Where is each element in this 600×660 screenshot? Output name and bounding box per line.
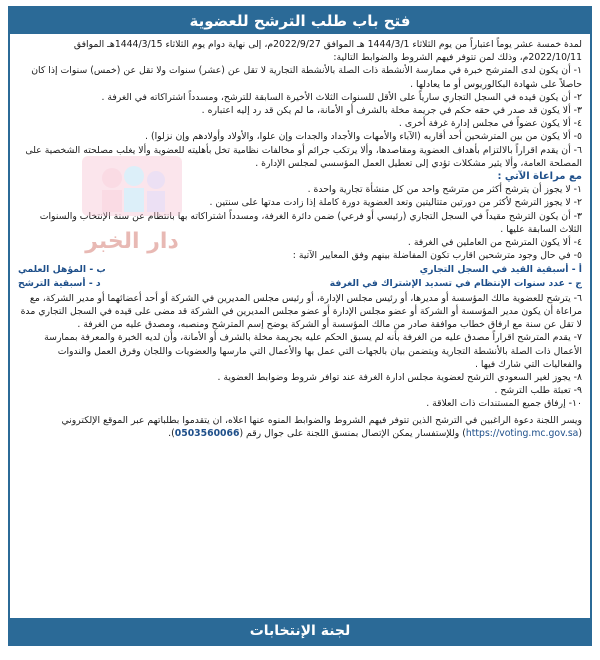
condition-1: ١- أن يكون لدى المترشح خبرة في ممارسة الأنشطة ذات الصلة بالأنشطة التجارية لا تقل عن (عشر) سنوات ولا تقل عن (خمس) سنوات إذا كان حاصلاً على شهادة البكالوريوس أو ما يعادلها . bbox=[31, 65, 582, 90]
criteria-item: د - أسبقية الترشح bbox=[18, 277, 101, 289]
watermark-text: دار الخبر bbox=[85, 229, 179, 254]
coordinator-phone: 0503560066 bbox=[174, 427, 240, 439]
criteria-item: أ - أسبقية القيد في السجل التجاري bbox=[419, 264, 582, 276]
closing-text-middle: ) وللإستفسار يمكن الإتصال بمنسق اللجنة على جوال رقم ( bbox=[239, 427, 466, 439]
closing-text-before: ويسر اللجنة دعوة الراغبين في الترشح الذين تتوفر فيهم الشروط والضوابط المنوه عنها اعلاه، ان يتقدموا بطلباتهم عبر الموقع الإلكتروني ( bbox=[61, 414, 582, 439]
voting-website-link[interactable]: https://voting.mc.gov.sa bbox=[465, 427, 579, 439]
document-page bbox=[8, 6, 592, 646]
note-8: ٨- يجوز لغير السعودي الترشح لعضوية مجلس ادارة الغرفة عند توافر شروط وضوابط العضوية . bbox=[217, 372, 582, 384]
document-title: فتح باب طلب الترشح للعضوية bbox=[10, 8, 590, 34]
condition-5: ٥- ألا يكون من بين المترشحين أحد أقاربه (الآباء والأمهات والأجداد والجدات وإن علوا، والأولاد وأولادهم وإن نزلوا) . bbox=[145, 131, 582, 143]
closing-text-after: ). bbox=[168, 427, 175, 439]
document-footer-signature: لجنة الإنتخابات bbox=[10, 618, 590, 644]
closing-paragraph bbox=[18, 414, 582, 440]
condition-6: ٦- أن يقدم اقراراً بالالتزام بأهداف العضوية ومقاصدها، وألا يرتكب جرائم أو مخالفات نظامية تخل بأهليته للعضوية وألا يغلب مصلحته الشخصية على المصلحة العامة، وألا يثير مشكلات تؤدي إلى تعطيل العمل المؤسسي لمجلس الإدارة . bbox=[25, 144, 582, 169]
criteria-item: ج - عدد سنوات الإنتظام في تسديد الإشتراك في الغرفة bbox=[329, 277, 582, 289]
note-5: ٥- في حال وجود مترشحين اقارب تكون المفاضلة بينهم وفق المعايير الآتية : bbox=[292, 250, 582, 262]
intro-paragraph: لمدة خمسة عشر يوماً اعتباراً من يوم الثلاثاء 1444/3/1 هـ الموافق 2022/9/27م، إلى نهاية دوام يوم الثلاثاء 1444/3/15هـ الموافق 2022/10/11م، وذلك لمن تتوفر فيهم الشروط والضوابط التالية: bbox=[73, 39, 582, 64]
note-6: ٦- يترشح للعضوية مالك المؤسسة أو مديرها، أو رئيس مجلس الإدارة، أو رئيس مجلس المديرين في الشركة أو أحد أعضائهما أو مدير الشركة، مع مراعاة أن يكون مدير المؤسسة أو الشركة أو عضو مجلس الإدارة أو عضو مجلس المديرين في الشركة قد مضى على قيده في السجل التجاري مدة لا تقل عن سنة مع ارفاق خطاب موافقة صادر من مالك المؤسسة أو الشركة يوضح إسم المترشح ومنصبه، ومصدق عليه من الغرفة . bbox=[20, 292, 582, 331]
document-body bbox=[10, 34, 590, 440]
condition-4: ٤- ألا يكون عضواً في مجلس إدارة غرفة أخرى . bbox=[398, 118, 582, 130]
note-2: ٢- لا يجوز الترشح لأكثر من دورتين متتاليتين وتعد العضوية دورة كاملة إذا زادت مدتها على سنتين . bbox=[209, 197, 582, 209]
condition-2: ٢- أن يكون قيده في السجل التجاري سارياً على الأقل للسنوات الثلاث الأخيرة السابقة للترشح، ومسدداً اشتراكاته في الغرفة . bbox=[101, 91, 582, 103]
note-4: ٤- ألا يكون المترشح من العاملين في الغرفة . bbox=[407, 237, 582, 249]
note-3: ٣- أن يكون الترشح مقيداً في السجل التجاري (رئيسي أو فرعي) ضمن دائرة الغرفة، ومسدداً اشتراكاته بها بانتظام عن سنة الإنتخاب والسنوات الثلاث السابقة عليها . bbox=[39, 210, 582, 235]
criteria-item: ب - المؤهل العلمي bbox=[18, 264, 106, 276]
criteria-list bbox=[18, 263, 582, 289]
note-10: ١٠- إرفاق جميع المستندات ذات العلاقة . bbox=[426, 398, 582, 410]
note-1: ١- لا يجوز أن يترشح أكثر من مترشح واحد من كل منشأة تجارية واحدة . bbox=[307, 184, 582, 196]
notes-heading: مع مراعاة الآتي : bbox=[497, 171, 582, 183]
note-9: ٩- تعبئة طلب الترشح . bbox=[494, 385, 582, 397]
note-7: ٧- يقدم المترشح اقراراً مصدق عليه من الغرفة بأنه لم يسبق الحكم عليه بجريمة مخلة بالشرف أو الأمانة، وأن لديه الخبرة والمعرفة بممارسة الأعمال ذات الصلة بالأنشطة التجارية ويتضمن بيان بالجهات التي عمل بها والأعمال التي مارسها والعضويات واللجان وفرق العمل والندوات والفعاليات التي شارك فيها . bbox=[44, 332, 582, 370]
condition-3: ٣- ألا يكون قد صدر في حقه حكم في جريمة مخلة بالشرف أو الأمانة، ما لم يكن قد رد إليه اعتباره . bbox=[201, 105, 582, 117]
